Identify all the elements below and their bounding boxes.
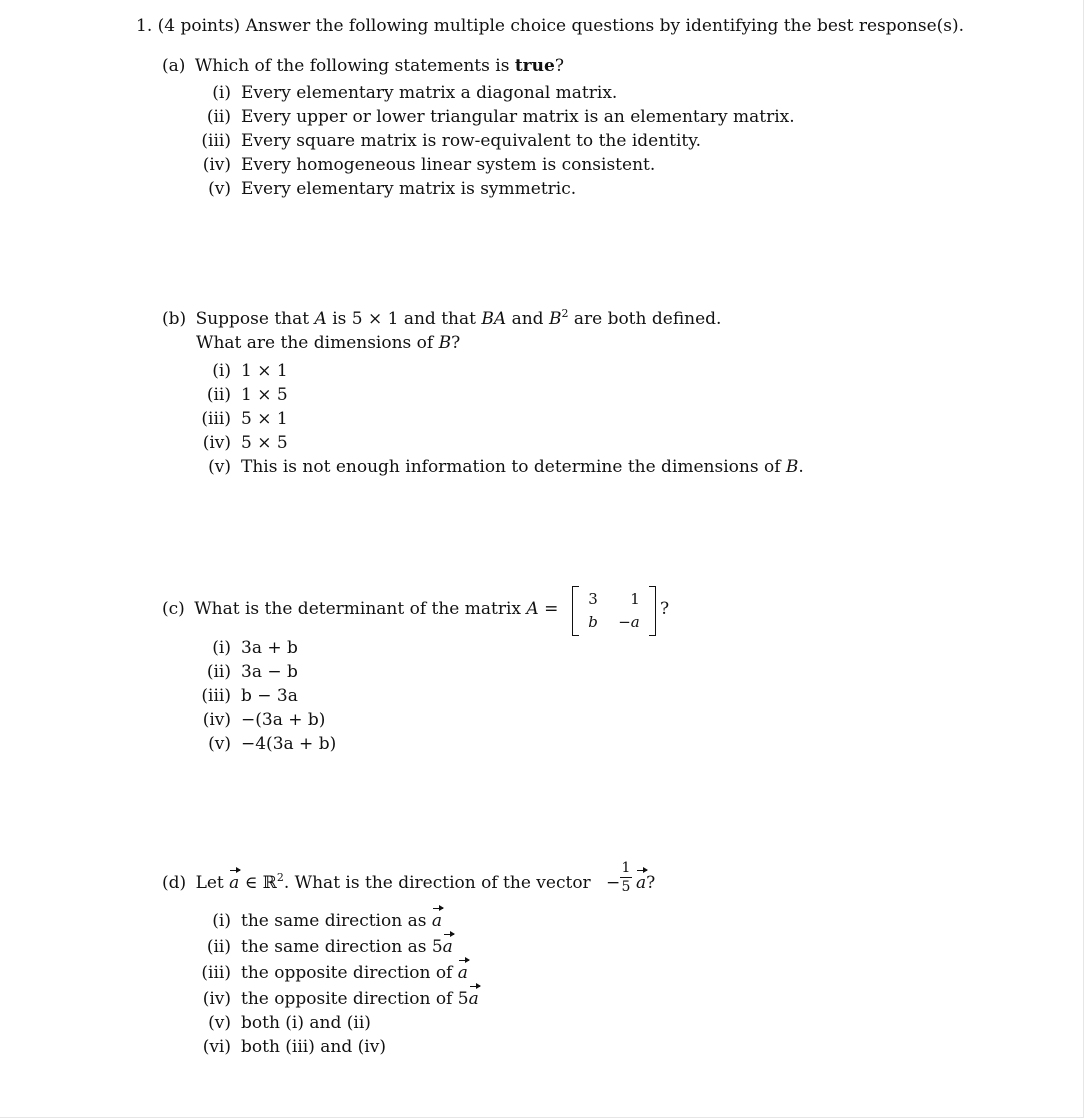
option-text: b − 3a — [241, 686, 298, 706]
option-number: (v) — [208, 734, 231, 754]
option-number: (i) — [212, 361, 231, 381]
superscript: 2 — [561, 307, 569, 320]
question-number: 1. — [136, 16, 153, 36]
option-number: (iii) — [201, 686, 231, 706]
vector-a: a — [457, 963, 468, 983]
option-number: (i) — [212, 911, 231, 931]
superscript: 2 — [276, 871, 284, 884]
math-var: B — [785, 457, 799, 477]
vector-a: a — [431, 911, 442, 931]
matrix-cell: b — [588, 613, 598, 631]
math-var: B — [438, 333, 452, 353]
option-text: −4(3a + b) — [241, 734, 337, 754]
option-text — [241, 937, 453, 957]
option-text: 1 × 5 — [241, 385, 288, 405]
option-text: 3a + b — [241, 638, 298, 658]
part-a-label: (a) — [162, 56, 186, 76]
option-text: Every square matrix is row-equivalent to the identity. — [241, 131, 701, 151]
prompt-text: . What is the direction of the vector — [283, 873, 591, 893]
option-text — [241, 963, 468, 983]
vector-a: a — [442, 937, 453, 957]
option-text-main: the opposite direction of — [241, 963, 453, 983]
prompt-text: What is the determinant of the matrix — [194, 599, 522, 619]
option-number: (iii) — [201, 131, 231, 151]
prompt-text: are both defined. — [573, 309, 722, 329]
option-text: 5 × 1 — [241, 409, 288, 429]
option-number: (ii) — [206, 662, 231, 682]
option-text: 1 × 1 — [241, 361, 288, 381]
option-number: (v) — [208, 457, 231, 477]
fraction-denominator: 5 — [621, 879, 631, 895]
part-b-prompt-line1 — [162, 309, 721, 329]
option-number: (iv) — [202, 433, 231, 453]
question-instruction: Answer the following multiple choice questions by identifying the best response(s). — [245, 16, 965, 36]
option-text-tail: . — [798, 457, 804, 477]
option-text: −(3a + b) — [241, 710, 326, 730]
option-text — [241, 989, 479, 1009]
matrix-cell: −a — [618, 613, 640, 631]
option-text: 5 × 5 — [241, 433, 288, 453]
question-header — [136, 16, 964, 36]
option-text — [241, 457, 804, 477]
part-a-prompt — [162, 56, 564, 76]
prompt-text: What are the dimensions of — [196, 333, 434, 353]
prompt-text: ∈ ℝ — [244, 873, 277, 893]
option-number: (iv) — [202, 989, 231, 1009]
question-points: (4 points) — [157, 16, 241, 36]
math-var: A — [526, 599, 539, 619]
math-var: B — [548, 309, 562, 329]
vector-a: a — [468, 989, 479, 1009]
option-number: (ii) — [206, 107, 231, 127]
matrix-a — [570, 586, 658, 634]
option-text-main: the same direction as — [241, 937, 427, 957]
option-number: (iv) — [202, 710, 231, 730]
part-a-prompt-end: ? — [554, 56, 564, 76]
option-text-main: the opposite direction of — [241, 989, 453, 1009]
option-text: Every elementary matrix is symmetric. — [241, 179, 577, 199]
part-d-vector-term — [636, 873, 655, 893]
prompt-text: and — [511, 309, 544, 329]
option-number: (vi) — [202, 1037, 231, 1057]
prompt-text: ? — [451, 333, 461, 353]
fraction-one-fifth — [620, 860, 632, 895]
prompt-text: Suppose that — [195, 309, 310, 329]
part-d-label: (d) — [162, 873, 187, 893]
prompt-text: is 5 × 1 and that — [332, 309, 476, 329]
option-text-main: the same direction as — [241, 911, 427, 931]
option-text: Every elementary matrix a diagonal matrix. — [241, 83, 618, 103]
part-b-prompt-line2 — [196, 333, 460, 353]
option-text: 3a − b — [241, 662, 298, 682]
option-number: (iii) — [201, 963, 231, 983]
option-number: (ii) — [206, 385, 231, 405]
fraction-bar — [620, 877, 632, 878]
minus-sign: − — [606, 873, 621, 893]
option-number: (v) — [208, 1013, 231, 1033]
option-number: (i) — [212, 83, 231, 103]
option-number: (iv) — [202, 155, 231, 175]
math-var: BA — [481, 309, 507, 329]
option-number: (i) — [212, 638, 231, 658]
part-c-label: (c) — [162, 599, 185, 619]
option-text: Every upper or lower triangular matrix is an elementary matrix. — [241, 107, 795, 127]
option-text: both (iii) and (iv) — [241, 1037, 386, 1057]
scalar-five: 5 — [457, 989, 469, 1009]
option-text: both (i) and (ii) — [241, 1013, 371, 1033]
equals-sign: = — [544, 599, 559, 619]
scalar-five: 5 — [431, 937, 443, 957]
math-var: A — [314, 309, 327, 329]
vector-a: a — [636, 873, 647, 893]
part-a-prompt-text: Which of the following statements is — [194, 56, 510, 76]
fraction-numerator: 1 — [621, 860, 631, 876]
option-number: (iii) — [201, 409, 231, 429]
question-mark: ? — [646, 873, 656, 893]
vector-a: a — [229, 873, 240, 893]
part-c-qmark: ? — [660, 599, 670, 619]
matrix-cell: 1 — [630, 590, 640, 608]
matrix-cell: 3 — [588, 590, 598, 608]
part-c-prompt — [162, 599, 558, 619]
part-d-prompt — [162, 873, 591, 893]
option-number: (ii) — [206, 937, 231, 957]
matrix-right-bracket — [649, 586, 656, 636]
option-text: Every homogeneous linear system is consistent. — [241, 155, 656, 175]
part-a-prompt-bold: true — [514, 56, 555, 76]
prompt-text: Let — [195, 873, 224, 893]
part-b-label: (b) — [162, 309, 187, 329]
option-text — [241, 911, 442, 931]
option-number: (v) — [208, 179, 231, 199]
option-text-main: This is not enough information to determine the dimensions of — [241, 457, 781, 477]
